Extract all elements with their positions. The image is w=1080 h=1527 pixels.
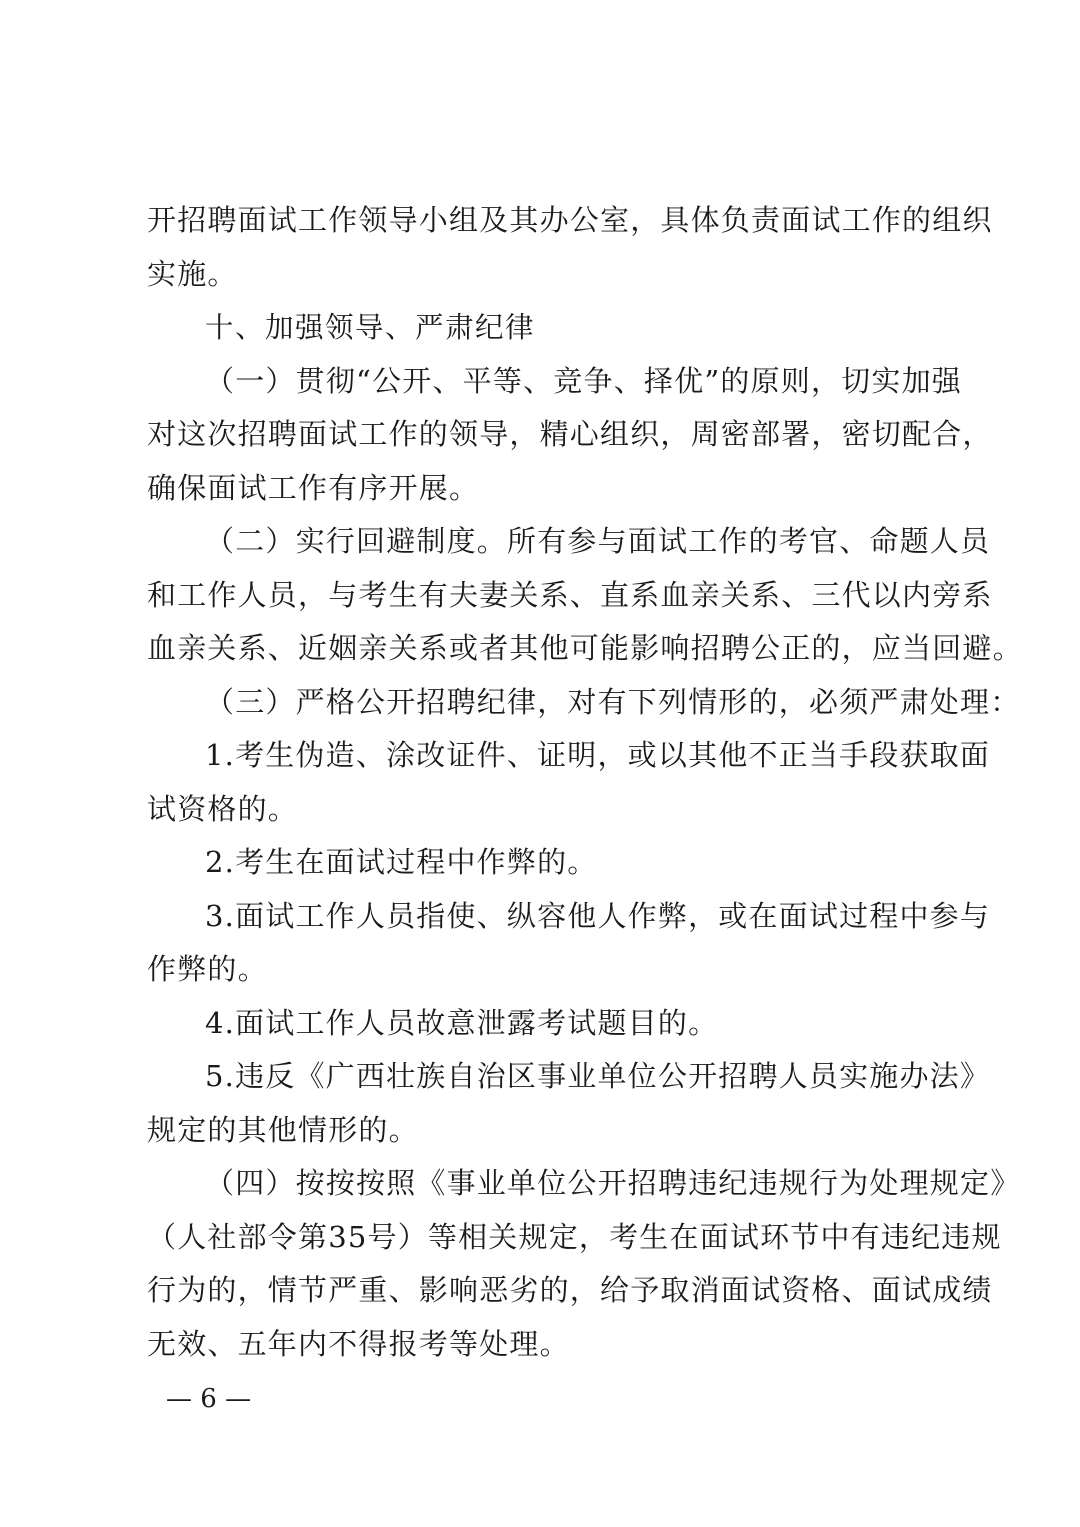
paragraph-line: 行为的，情节严重、影响恶劣的，给予取消面试资格、面试成绩 (147, 1273, 993, 1307)
body-line: 实施。 (147, 256, 238, 291)
list-item-line: 3.面试工作人员指使、纵容他人作弊，或在面试过程中参与 (205, 898, 991, 933)
paragraph-line: （四）按按按照《事业单位公开招聘违纪违规行为处理规定》 (205, 1166, 1021, 1200)
paragraph-line: 血亲关系、近姻亲关系或者其他可能影响招聘公正的，应当回避。 (147, 631, 1023, 665)
paragraph-line: （一）贯彻“公开、平等、竞争、择优”的原则，切实加强 (205, 363, 962, 398)
paragraph-line: （三）严格公开招聘纪律，对有下列情形的，必须严肃处理： (205, 684, 1021, 719)
list-item-line: 试资格的。 (147, 791, 299, 826)
document-body (147, 194, 1023, 1371)
body-line: 开招聘面试工作领导小组及其办公室，具体负责面试工作的组织 (147, 203, 993, 237)
paragraph-line: 和工作人员，与考生有夫妻关系、直系血亲关系、三代以内旁系 (147, 577, 993, 612)
paragraph-line: 无效、五年内不得报考等处理。 (147, 1326, 570, 1361)
list-item-line: 1.考生伪造、涂改证件、证明，或以其他不正当手段获取面 (205, 738, 991, 772)
paragraph-line: （二）实行回避制度。所有参与面试工作的考官、命题人员 (205, 524, 991, 558)
paragraph-line: 对这次招聘面试工作的领导，精心组织，周密部署，密切配合， (147, 417, 993, 451)
list-item-line: 2.考生在面试过程中作弊的。 (205, 845, 598, 879)
page-number: — 6 — (166, 1384, 252, 1414)
section-heading: 十、加强领导、严肃纪律 (205, 311, 536, 344)
paragraph-line: 确保面试工作有序开展。 (147, 470, 480, 505)
paragraph-line: （人社部令第35号）等相关规定，考生在面试环节中有违纪违规 (147, 1219, 1002, 1254)
list-item-line: 4.面试工作人员故意泄露考试题目的。 (205, 1005, 719, 1040)
list-item-line: 5.违反《广西壮族自治区事业单位公开招聘人员实施办法》 (205, 1059, 991, 1093)
list-item-line: 作弊的。 (147, 952, 268, 986)
list-item-line: 规定的其他情形的。 (147, 1112, 419, 1147)
